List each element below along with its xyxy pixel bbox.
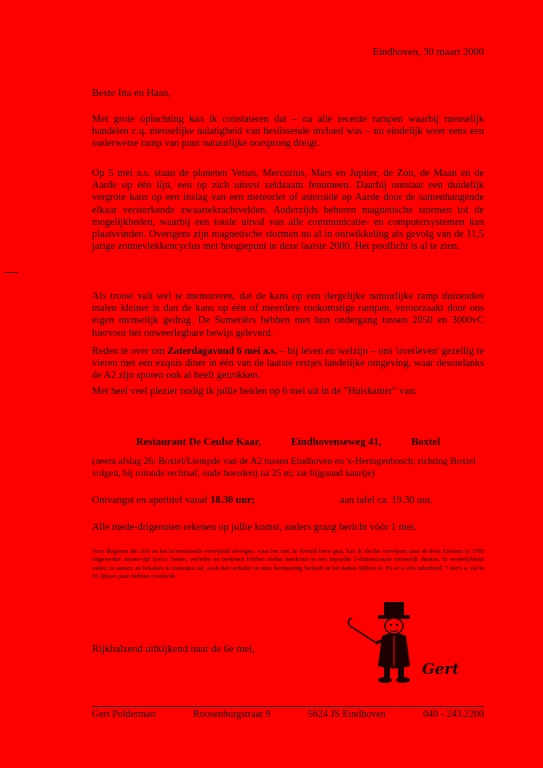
others-line: Alle mede-drigenoten rekenen op jullie komst, anders graag bericht vóór 1 mei. bbox=[92, 522, 417, 533]
reception-line bbox=[92, 495, 484, 506]
footer-city: 5624 JS Eindhoven bbox=[307, 709, 386, 720]
footnote: Voor diegenen die zich na het bovenstaande verwijfeld afvragen, waar het met de Wereld heen gaat, kan ik slechts verwijzen naar de door Einstein in 1905 uitgewerkte ruimte-tijd fysica: heden, verleden en toekomst hebben alsdan betekenis in een bepaalde 3-dimensionale menselijk denken. In werkelijkheid vallen ze samen; en bekeken in toekomst zal, zoals het verleden in onze herinnering herleeft en het heden tijdloos is. En er is één zekerheid: 7 mei's a. zal ik 55 lijfjare jaren hebben overleefd. bbox=[92, 548, 484, 580]
paragraph-4-lead: Reden te over om bbox=[92, 346, 168, 357]
footer-divider bbox=[92, 706, 484, 707]
table-time: aan tafel ca. 19.30 uur. bbox=[340, 495, 433, 506]
restaurant-city: Boxtel bbox=[411, 437, 440, 448]
paragraph-3: Als troost valt wel te memoreren, dat de kans op een dergelijke natuurlijke ramp duizenden malen kleiner is dan de kans op één of meerdere rookomstige rampen, veroorzaakt door ons eigen menselijk gedrag. De Sumeriërs hebben met hun ondergang tussen 2050 en 3000vC hiervoor het onweerlegbare bewijs geleverd. bbox=[92, 291, 484, 339]
route-description: (neem afslag 26: Boxtel/Liempde van de A2 tussen Eindhoven en 's-Hertogenbosch; richting Boxtel volgen, bij rotonde rechtsaf, oude hoerderij na 25 m; zie bijgaand kaartje) bbox=[92, 456, 476, 479]
paragraph-1: Met grote opluchting kan ik constateren dat – na alle recente rampen waarbij menselijk handelen c.q. menselijke nalatigheid van beslissende invloed was – nu eindelijk weer eens een ouderwetse ramp van puur natuurlijke oorsprong dreigt. bbox=[92, 114, 484, 150]
closing-line: Rijkhalzend uitkijkend naar de 6e mei, bbox=[92, 644, 255, 655]
paragraph-5: Met heel veel plezier nodig ik jullie beiden op 6 mei uit in de "Huiskamer" van: bbox=[92, 386, 417, 397]
letterhead-footer bbox=[92, 709, 484, 720]
restaurant-name: Restaurant De Ceulse Kaar, bbox=[136, 437, 262, 448]
paragraph-2: Op 5 mei a.s. staan de planeten Venus, Mercurius, Mars en Jupiter, de Zon, de Maan en de Aarde op één lijn, een op zich uiterst zeldzaam fenomeen. Daarbij ontstaat een duidelijk vergrote kans op een inslag van een meteoriet of asteroïde op Aarde door de samenhangende elkaar versterkende zwaartekrachtvelden. Anderzijds beheren magnetische stormen tot de mogelijkheden, waarbij een totale uitval van alle communicatie- en computersystemen kan plaatsvinden. Overigens zijn magnetische stormen nu al in ontwikkeling als gevolg van de 11,5 jarige zonnevlekkencyclus met hoogtepunt in deze laatste 2000. Het poollicht is al te zien. bbox=[92, 168, 484, 253]
party-date: Zaterdagavond 6 mei a.s. bbox=[167, 346, 278, 357]
signature: Gert bbox=[422, 660, 459, 678]
paragraph-4 bbox=[92, 346, 484, 383]
restaurant-street: Eindhovenseweg 41, bbox=[291, 437, 382, 448]
footer-phone: 040 - 243.2200 bbox=[423, 709, 484, 720]
restaurant-address bbox=[92, 437, 484, 448]
margin-mark bbox=[4, 272, 18, 273]
reception-lead: Ontvangst en aperitief vanaf bbox=[92, 495, 211, 506]
letter-date: Eindhoven, 30 maart 2000 bbox=[372, 47, 484, 58]
salutation: Beste Ina en Hans, bbox=[92, 88, 171, 99]
footer-name: Gert Polderman bbox=[92, 709, 156, 720]
footer-street: Roosenburgstraat 9 bbox=[193, 709, 271, 720]
reception-time: 18.30 uur; bbox=[210, 495, 255, 506]
top-hat-mascot-icon bbox=[344, 598, 459, 690]
paragraph-4-rest: – bij leven en welzijn – ons 'overleven' gezellig te vieren met een exquis diner in één van de laatste restjes landelijke omgeving, waar desondanks de A2 zijn sporen ook al heeft getrokken. bbox=[92, 346, 485, 382]
